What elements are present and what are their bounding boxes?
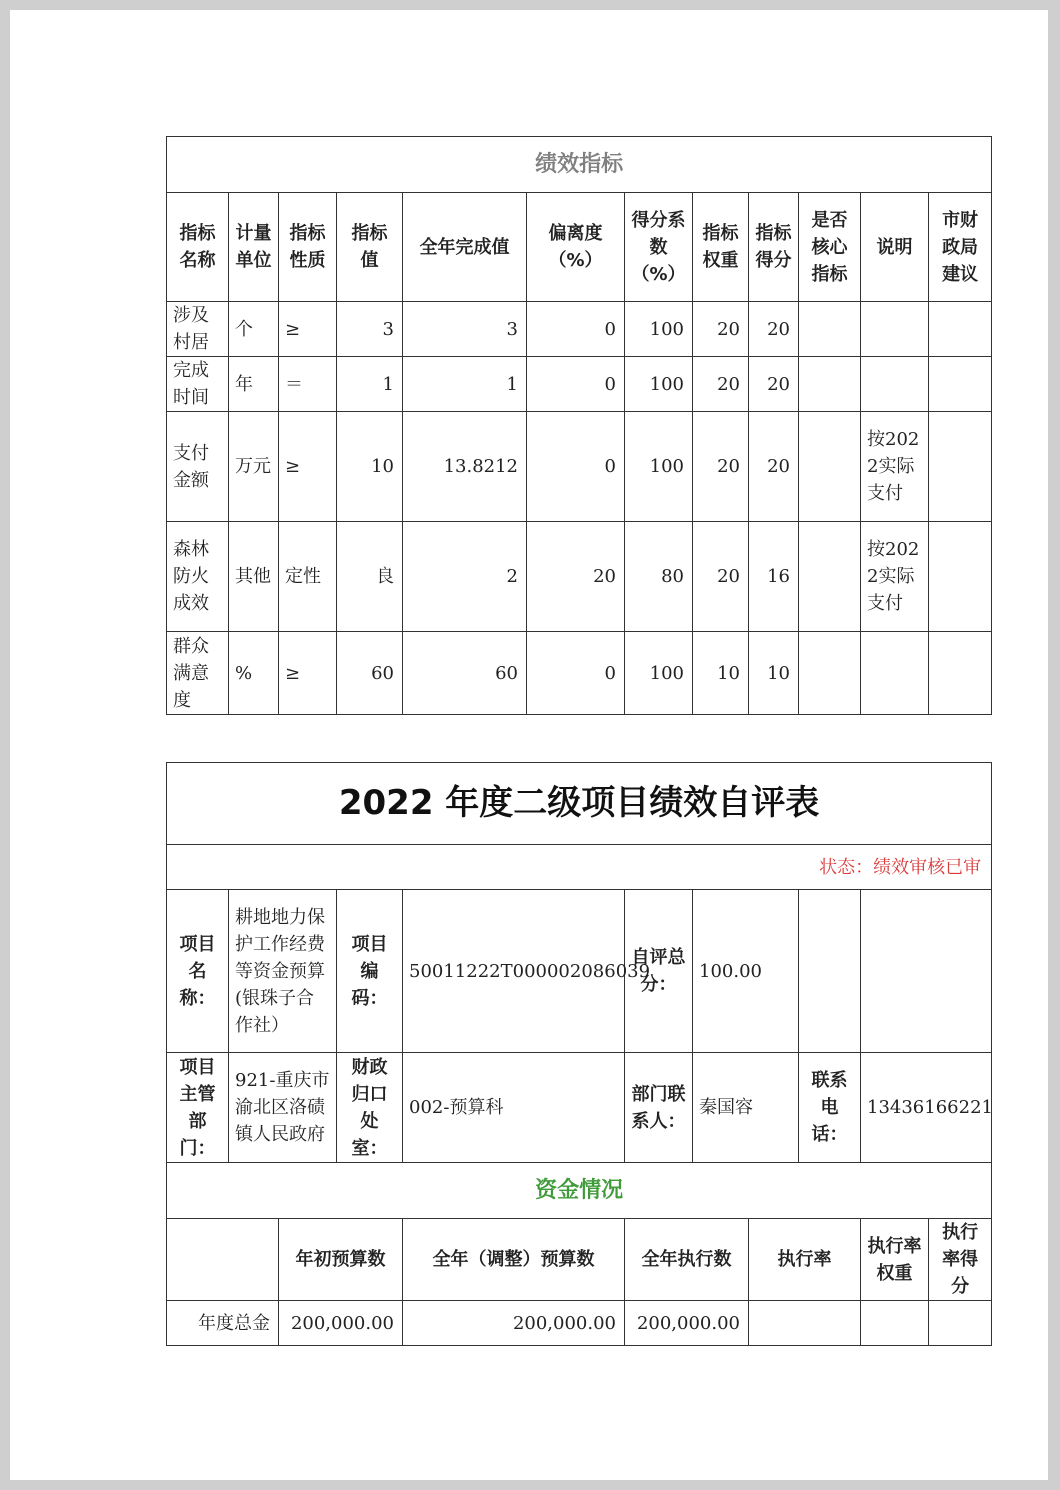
cell-note	[861, 632, 929, 715]
cell-deviation: 20	[527, 522, 625, 632]
table-row	[167, 302, 992, 357]
cell-advice	[929, 412, 992, 522]
funds-header-initial-budget: 年初预算数	[279, 1219, 403, 1301]
table-row	[167, 357, 992, 412]
cell-score: 20	[749, 302, 799, 357]
cell-coefficient: 100	[625, 302, 693, 357]
form-title: 2022 年度二级项目绩效自评表	[167, 763, 992, 845]
department-value: 921-重庆市渝北区洛碛镇人民政府	[229, 1053, 337, 1163]
table-row	[167, 412, 992, 522]
cell-unit: %	[229, 632, 279, 715]
header-unit: 计量单位	[229, 193, 279, 302]
cell-coefficient: 100	[625, 632, 693, 715]
cell-value: 3	[337, 302, 403, 357]
cell-core	[799, 357, 861, 412]
cell-unit: 其他	[229, 522, 279, 632]
header-score-coefficient: 得分系数（%）	[625, 193, 693, 302]
cell-nature: ≥	[279, 632, 337, 715]
cell-nature: ＝	[279, 357, 337, 412]
header-indicator-name: 指标名称	[167, 193, 229, 302]
header-weight: 指标权重	[693, 193, 749, 302]
project-code-label: 项目编码：	[337, 890, 403, 1053]
cell-note: 按2022实际支付	[861, 412, 929, 522]
cell-unit: 个	[229, 302, 279, 357]
funds-title: 资金情况	[167, 1163, 992, 1219]
phone-value: 13436166221	[861, 1053, 992, 1163]
cell-coefficient: 80	[625, 522, 693, 632]
cell-advice	[929, 357, 992, 412]
self-evaluation-table	[166, 762, 992, 1346]
table-row	[167, 1301, 992, 1346]
total-score-value: 100.00	[693, 890, 799, 1053]
cell-completion: 1	[403, 357, 527, 412]
cell-completion: 60	[403, 632, 527, 715]
cell-nature: ≥	[279, 302, 337, 357]
cell-nature: 定性	[279, 522, 337, 632]
cell-weight: 20	[693, 302, 749, 357]
cell-value: 良	[337, 522, 403, 632]
performance-indicators-title: 绩效指标	[167, 137, 992, 193]
funds-rate-weight-value	[861, 1301, 929, 1346]
funds-row-label: 年度总金	[167, 1301, 279, 1346]
funds-header-blank	[167, 1219, 279, 1301]
funds-rate-value	[749, 1301, 861, 1346]
project-name-label: 项目名称：	[167, 890, 229, 1053]
cell-core	[799, 632, 861, 715]
funds-initial-value: 200,000.00	[279, 1301, 403, 1346]
funds-header-rate-weight: 执行率权重	[861, 1219, 929, 1301]
cell-name: 森林防火成效	[167, 522, 229, 632]
finance-office-value: 002-预算科	[403, 1053, 625, 1163]
cell-score: 20	[749, 357, 799, 412]
cell-weight: 20	[693, 412, 749, 522]
header-score: 指标得分	[749, 193, 799, 302]
funds-rate-score-value	[929, 1301, 992, 1346]
cell-weight: 20	[693, 357, 749, 412]
cell-deviation: 0	[527, 412, 625, 522]
department-label: 项目主管部门：	[167, 1053, 229, 1163]
cell-advice	[929, 632, 992, 715]
cell-unit: 年	[229, 357, 279, 412]
project-name-value: 耕地地力保护工作经费等资金预算(银珠子合作社）	[229, 890, 337, 1053]
funds-header-rate-score: 执行率得分	[929, 1219, 992, 1301]
contact-person-label: 部门联系人：	[625, 1053, 693, 1163]
header-indicator-value: 指标值	[337, 193, 403, 302]
cell-value: 10	[337, 412, 403, 522]
cell-note	[861, 357, 929, 412]
header-bureau-advice: 市财政局建议	[929, 193, 992, 302]
cell-value: 60	[337, 632, 403, 715]
cell-completion: 13.8212	[403, 412, 527, 522]
finance-office-label: 财政归口处室：	[337, 1053, 403, 1163]
cell-score: 10	[749, 632, 799, 715]
cell-name: 涉及村居	[167, 302, 229, 357]
cell-score: 16	[749, 522, 799, 632]
cell-value: 1	[337, 357, 403, 412]
header-annual-completion: 全年完成值	[403, 193, 527, 302]
cell-core	[799, 412, 861, 522]
funds-executed-value: 200,000.00	[625, 1301, 749, 1346]
cell-weight: 10	[693, 632, 749, 715]
cell-advice	[929, 302, 992, 357]
cell-core	[799, 522, 861, 632]
funds-header-execution-rate: 执行率	[749, 1219, 861, 1301]
cell-core	[799, 302, 861, 357]
table-row	[167, 632, 992, 715]
header-nature: 指标性质	[279, 193, 337, 302]
cell-unit: 万元	[229, 412, 279, 522]
project-code-value: 50011222T000002086039	[403, 890, 625, 1053]
blank-cell	[861, 890, 992, 1053]
total-score-label: 自评总分：	[625, 890, 693, 1053]
cell-name: 完成时间	[167, 357, 229, 412]
cell-completion: 3	[403, 302, 527, 357]
performance-indicators-table	[166, 136, 992, 715]
header-note: 说明	[861, 193, 929, 302]
funds-header-executed: 全年执行数	[625, 1219, 749, 1301]
cell-score: 20	[749, 412, 799, 522]
phone-label: 联系电话：	[799, 1053, 861, 1163]
table-row	[167, 522, 992, 632]
cell-name: 群众满意度	[167, 632, 229, 715]
contact-person-value: 秦国容	[693, 1053, 799, 1163]
header-is-core: 是否核心指标	[799, 193, 861, 302]
cell-advice	[929, 522, 992, 632]
cell-note: 按2022实际支付	[861, 522, 929, 632]
cell-deviation: 0	[527, 302, 625, 357]
blank-cell	[799, 890, 861, 1053]
cell-coefficient: 100	[625, 357, 693, 412]
cell-nature: ≥	[279, 412, 337, 522]
funds-header-adjusted-budget: 全年（调整）预算数	[403, 1219, 625, 1301]
cell-weight: 20	[693, 522, 749, 632]
document-page	[10, 10, 1048, 1480]
review-status: 状态：绩效审核已审	[167, 845, 992, 890]
cell-coefficient: 100	[625, 412, 693, 522]
funds-adjusted-value: 200,000.00	[403, 1301, 625, 1346]
cell-deviation: 0	[527, 357, 625, 412]
header-deviation: 偏离度（%）	[527, 193, 625, 302]
cell-deviation: 0	[527, 632, 625, 715]
cell-name: 支付金额	[167, 412, 229, 522]
cell-completion: 2	[403, 522, 527, 632]
cell-note	[861, 302, 929, 357]
